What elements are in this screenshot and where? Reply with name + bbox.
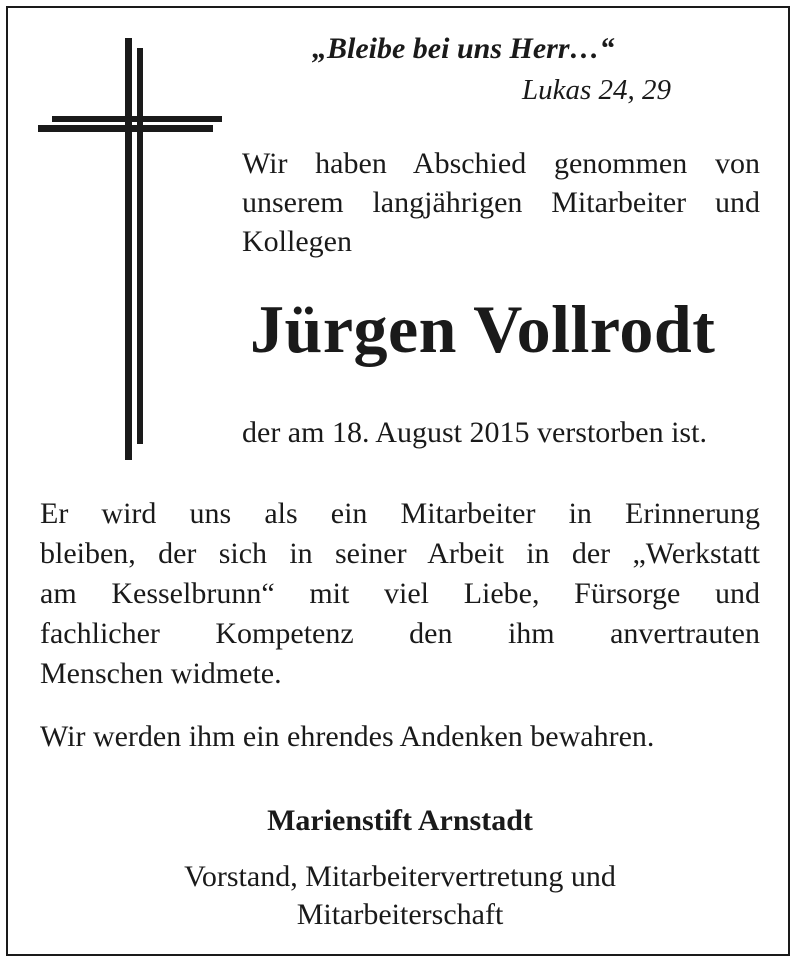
signature-line: Vorstand, Mitarbeitervertretung und	[184, 860, 616, 893]
tribute-line: Er wird uns als ein Mitarbeiter in Erinnerung	[40, 497, 760, 530]
deceased-name: Jürgen Vollrodt	[250, 291, 716, 367]
intro-paragraph	[242, 144, 760, 261]
tribute-paragraph	[40, 494, 760, 694]
tribute-line: Menschen widmete.	[40, 657, 282, 690]
closing-sentence: Wir werden ihm ein ehrendes Andenken bewahren.	[40, 720, 655, 753]
organization-name: Marienstift Arnstadt	[267, 804, 533, 837]
tribute-line: fachlicher Kompetenz den ihm anvertrauten	[40, 617, 760, 650]
tribute-line: bleiben, der sich in seiner Arbeit in der „Werkstatt	[40, 537, 760, 570]
tribute-line: am Kesselbrunn“ mit viel Liebe, Fürsorge und	[40, 577, 760, 610]
bible-quote: „Bleibe bei uns Herr…“	[312, 32, 615, 65]
cross-icon	[0, 0, 240, 470]
bible-verse-reference: Lukas 24, 29	[522, 74, 672, 106]
intro-line: Wir haben Abschied genommen von	[242, 147, 760, 180]
signature-line: Mitarbeiterschaft	[296, 898, 504, 931]
intro-line: unserem langjährigen Mitarbeiter und	[242, 186, 760, 219]
intro-line: Kollegen	[242, 225, 352, 258]
date-of-death-line: der am 18. August 2015 verstorben ist.	[242, 416, 707, 449]
